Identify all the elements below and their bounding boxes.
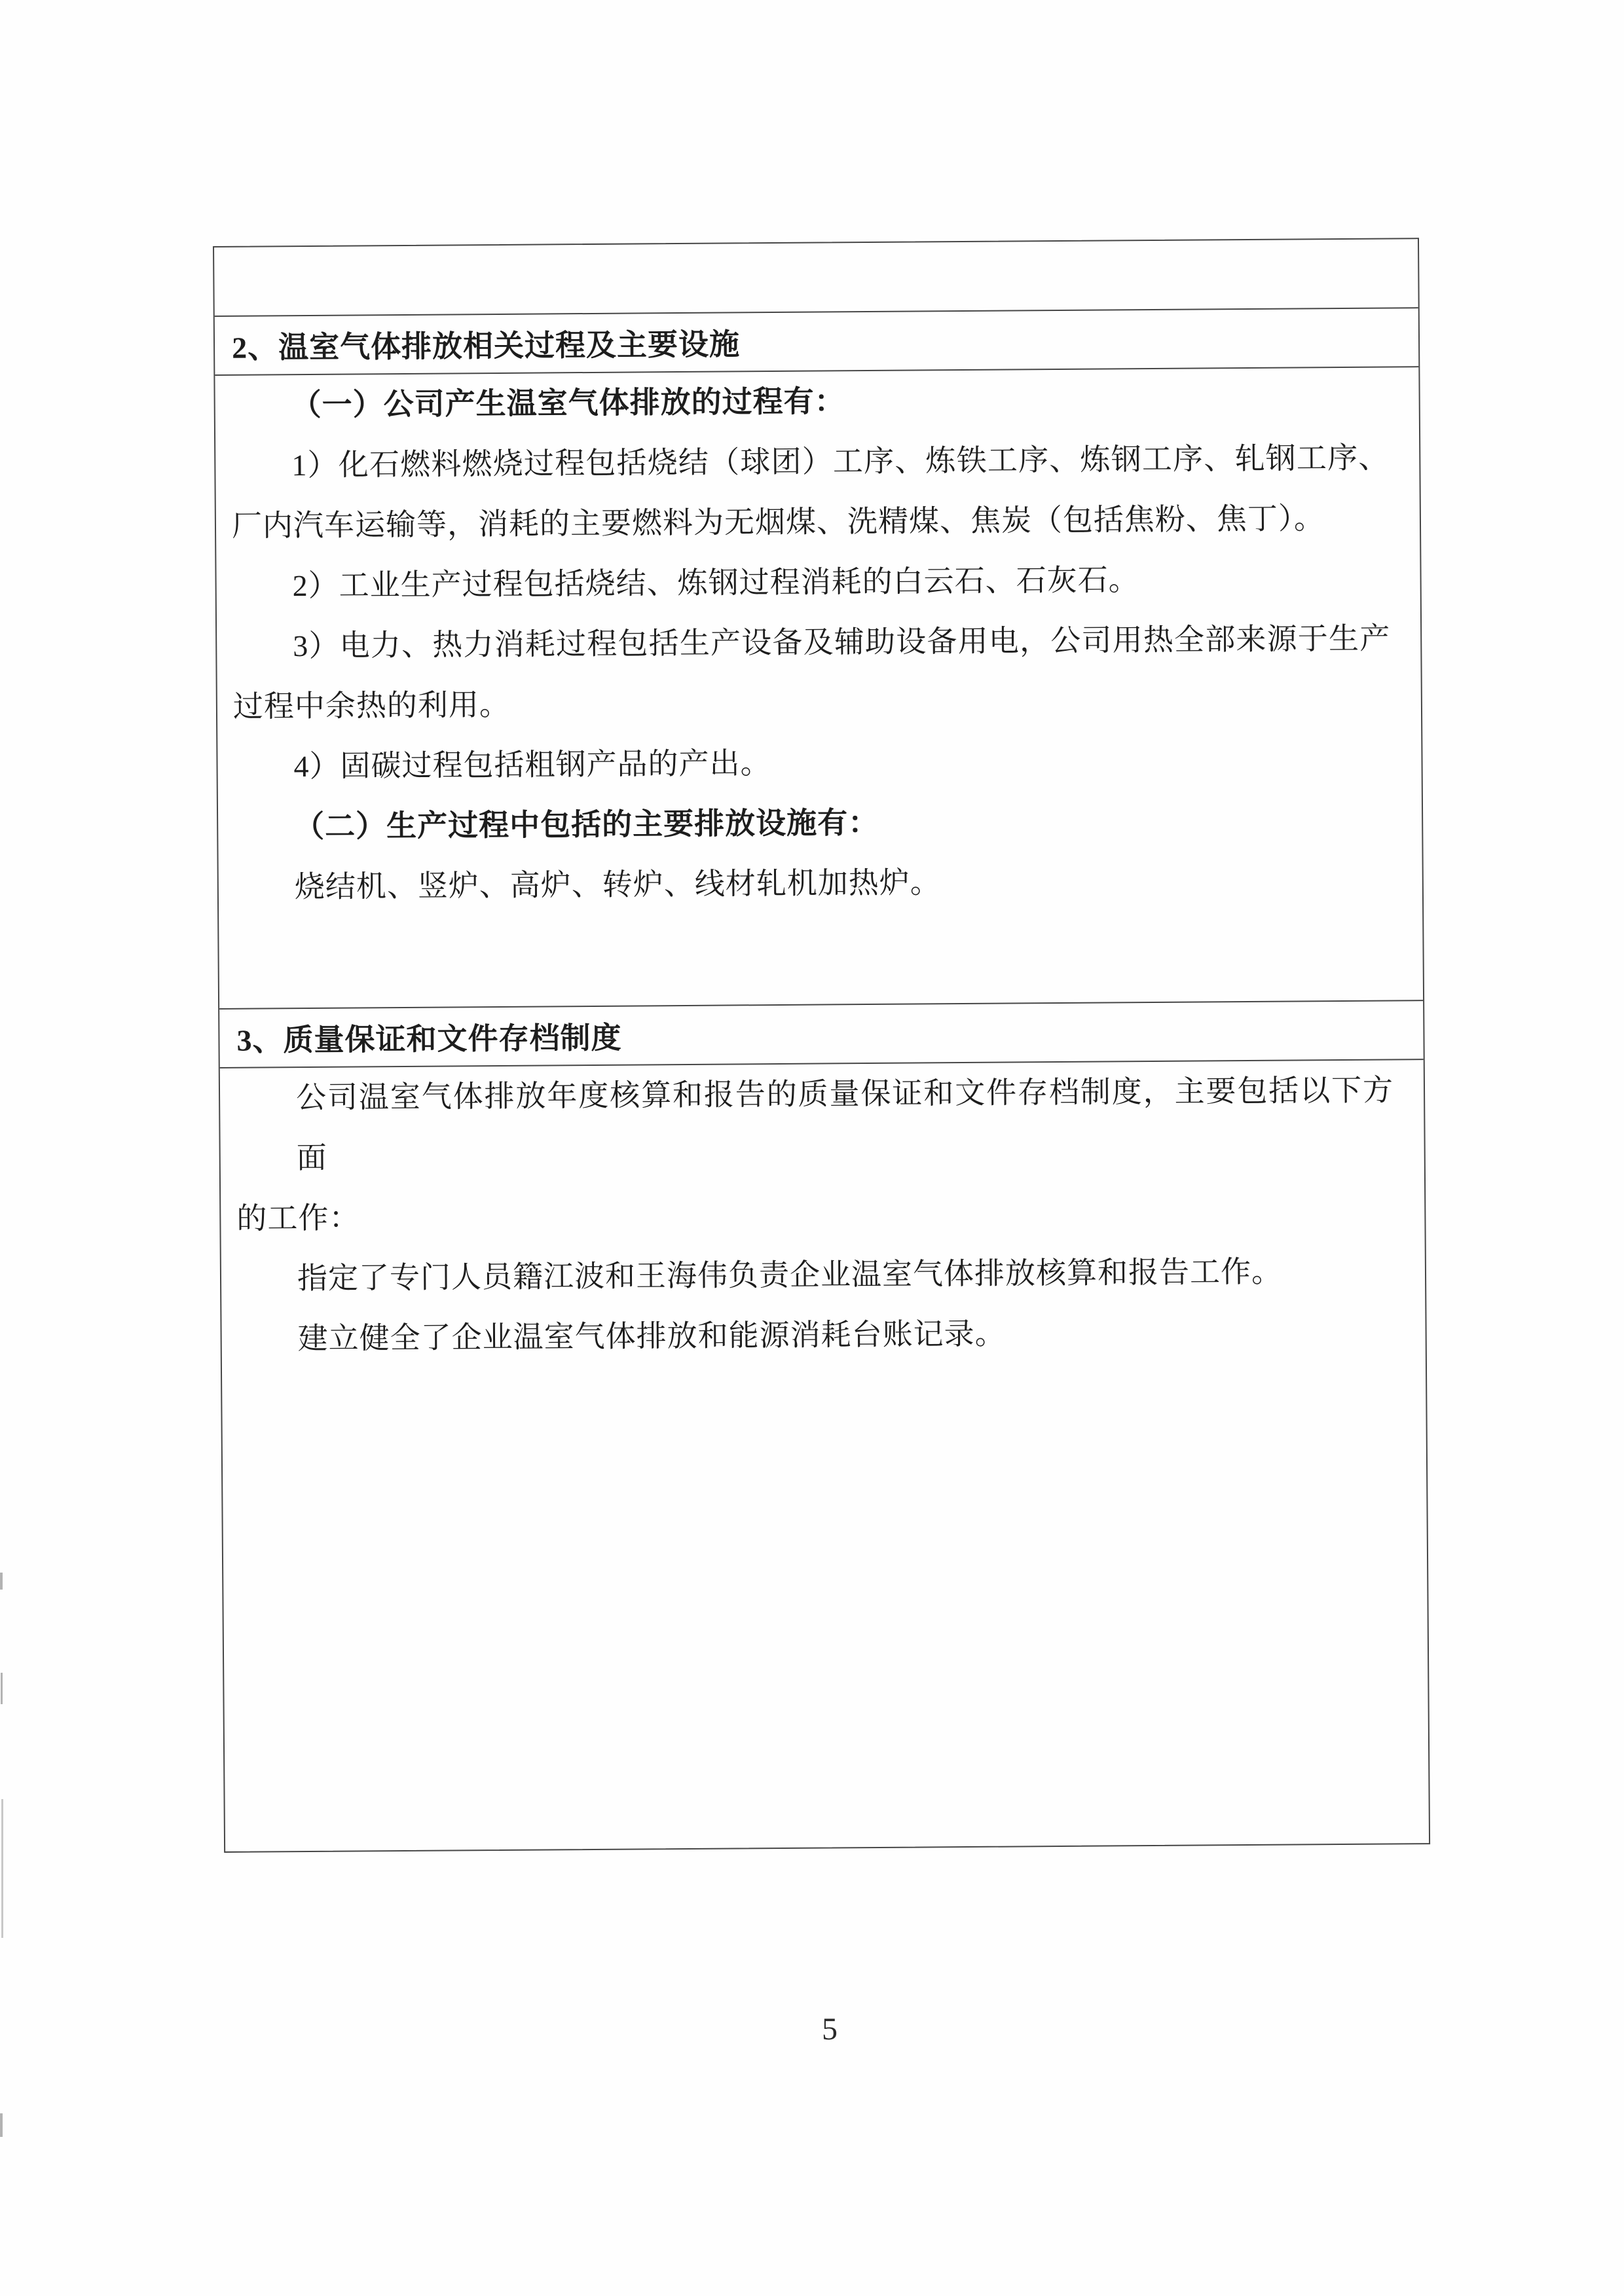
section-2-header-row (215, 308, 1419, 376)
paragraph-line: 3）电力、热力消耗过程包括生产设备及辅助设备用电，公司用热全部来源于生产 (293, 621, 1391, 663)
paragraph-line: （一）公司产生温室气体排放的过程有： (291, 384, 845, 422)
paragraph-line: 烧结机、竖炉、高炉、转炉、线材轧机加热炉。 (294, 866, 941, 904)
ghg-report-table (213, 238, 1430, 1853)
paragraph-line: 的工作： (236, 1201, 360, 1235)
scan-artifact (0, 2113, 3, 2137)
section-3-title: 3、质量保证和文件存档制度 (236, 1021, 622, 1057)
paragraph-line: （二）生产过程中包括的主要排放设施有： (294, 805, 879, 844)
page-number: 5 (822, 2012, 838, 2047)
section-2-title: 2、温室气体排放相关过程及主要设施 (231, 327, 741, 365)
scan-artifact (1, 1673, 3, 1704)
paragraph-line: 厂内汽车运输等，消耗的主要燃料为无烟煤、洗精煤、焦炭（包括焦粉、焦丁）。 (231, 501, 1325, 543)
table-row-spacer (214, 239, 1418, 317)
paragraph-line: 公司温室气体排放年度核算和报告的质量保证和文件存档制度，主要包括以下方面 (295, 1073, 1394, 1175)
paragraph-line: 建立健全了企业温室气体排放和能源消耗台账记录。 (297, 1317, 1006, 1356)
paragraph-line: 指定了专门人员籍江波和王海伟负责企业温室气体排放核算和报告工作。 (297, 1254, 1283, 1296)
section-3-content-row (220, 1060, 1429, 1851)
paragraph-line: 过程中余热的利用。 (232, 687, 511, 723)
section-2-content-row (215, 367, 1423, 1010)
paragraph-line: 2）工业生产过程包括烧结、炼钢过程消耗的白云石、石灰石。 (292, 563, 1139, 603)
scan-artifact (1, 1799, 3, 1938)
paragraph-line: 1）化石燃料燃烧过程包括烧结（球团）工序、炼铁工序、炼钢工序、轧钢工序、 (291, 441, 1390, 483)
paragraph-line: 4）固碳过程包括粗钢产品的产出。 (293, 746, 771, 784)
section-3-header-row (219, 1001, 1424, 1068)
scan-artifact (0, 1573, 3, 1590)
